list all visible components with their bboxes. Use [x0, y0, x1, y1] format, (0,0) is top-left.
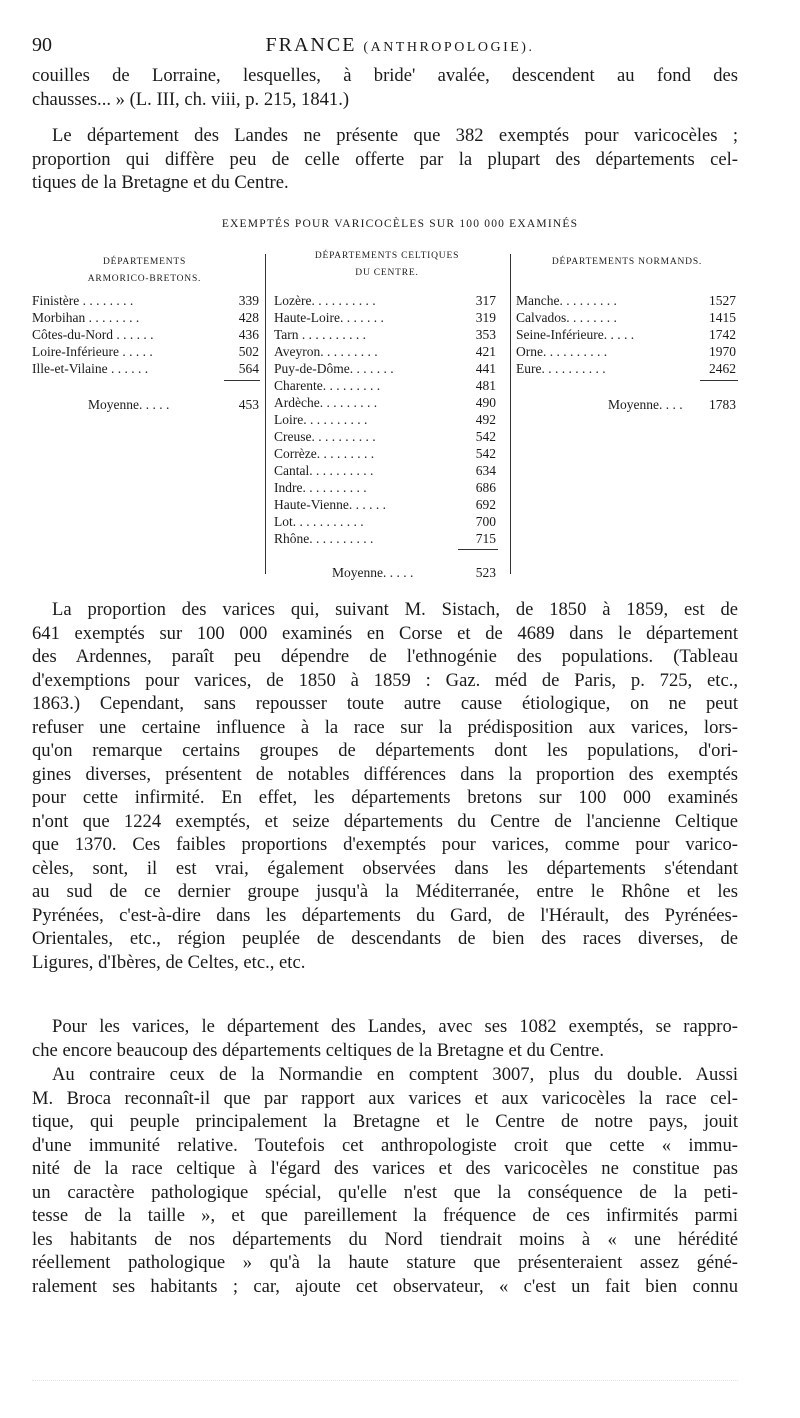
table-row — [274, 292, 496, 309]
text-line: Pour les varices, le département des Landes, avec ses 1082 exemptés, se rappro- — [52, 1016, 738, 1037]
department-name: Haute-Loire. . . . . . . — [274, 310, 384, 325]
table-row — [516, 309, 736, 326]
department-name: Ardèche. . . . . . . . . — [274, 395, 378, 410]
column-heading-line: DÉPARTEMENTS CELTIQUES — [314, 251, 460, 261]
department-name: Loire. . . . . . . . . . — [274, 412, 368, 427]
text-line: nité de la race celtique à l'égard des varices et des varicocèles ne constitue pas — [32, 1158, 738, 1179]
text-line: couilles de Lorraine, lesquelles, à bride' avalée, descendent au fond des — [32, 65, 738, 86]
department-value: 492 — [475, 412, 496, 427]
table-row — [274, 326, 496, 343]
table-row — [274, 343, 496, 360]
department-name: Lozère. . . . . . . . . . — [274, 293, 376, 308]
table-row — [274, 394, 496, 411]
table-row — [516, 343, 736, 360]
text-line: gines diverses, présentent de notables différences dans la proportion des exemptés — [32, 763, 738, 785]
table-row — [274, 377, 496, 394]
text-line: che encore beaucoup des départements celtiques de la Bretagne et du Centre. — [32, 1039, 605, 1061]
department-value: 1970 — [709, 344, 736, 359]
running-title-main: FRANCE — [265, 34, 357, 56]
text-line: tesse de la taille », et que pareillement la fréquence de ces infirmités parmi — [32, 1205, 738, 1226]
department-name: Haute-Vienne. . . . . . — [274, 497, 387, 512]
text-line: proportion qui diffère peu de celle offerte par la plupart des départements cel- — [32, 148, 738, 170]
scan-artifact-divider — [32, 1380, 738, 1385]
department-name: Charente. . . . . . . . . — [274, 378, 381, 393]
department-name: Indre. . . . . . . . . . — [274, 480, 367, 495]
table-row — [274, 479, 496, 496]
paragraph-quote-end — [32, 64, 738, 111]
column-divider — [510, 254, 511, 574]
department-value: 715 — [475, 531, 496, 546]
average-value: 523 — [475, 565, 496, 580]
text-line: 1863.) Cependant, sans repousser toute autre cause étiologique, on ne peut — [32, 693, 738, 714]
table-caption: EXEMPTÉS POUR VARICOCÈLES SUR 100 000 EXAMINÉS — [221, 218, 579, 230]
department-value: 1415 — [709, 310, 736, 325]
department-name: Finistère . . . . . . . . — [32, 293, 134, 308]
text-line: tiques de la Bretagne et du Centre. — [32, 172, 289, 193]
department-name: Tarn . . . . . . . . . . — [274, 327, 367, 342]
department-value: 700 — [475, 514, 496, 529]
text-line: Ligures, d'Ibères, de Celtes, etc., etc. — [32, 951, 306, 973]
text-line: d'exemptions pour varices, de 1850 à 1859 : Gaz. méd de Paris, p. 725, etc., — [32, 669, 738, 691]
table-row — [32, 343, 259, 360]
table-row — [274, 530, 496, 547]
text-line: un caractère pathologique spécial, qu'elle n'est que la conséquence de la peti- — [32, 1181, 738, 1203]
text-line: tique, qui peuple principalement la Bretagne et le Centre de notre pays, jouit — [32, 1111, 738, 1132]
text-line: qu'on remarque certains groupes de départements dont les populations, d'ori- — [32, 740, 738, 761]
average-label: Moyenne. . . . . — [332, 565, 414, 580]
table-row — [274, 428, 496, 445]
page-number: 90 — [32, 34, 52, 56]
average-value: 453 — [238, 397, 259, 412]
text-line: Pyrénées, c'est-à-dire dans les départements du Gard, de l'Hérault, des Pyrénées- — [32, 904, 738, 926]
department-name: Puy-de-Dôme. . . . . . . — [274, 361, 394, 376]
department-name: Côtes-du-Nord . . . . . . — [32, 327, 154, 342]
table-row — [274, 462, 496, 479]
text-line: Orientales, etc., région peuplée de descendants de bien des races diverses, de — [32, 928, 738, 949]
sum-rule — [700, 380, 738, 381]
department-value: 502 — [238, 344, 259, 359]
department-name: Eure. . . . . . . . . . — [516, 361, 606, 376]
column-heading-bretons — [32, 254, 257, 288]
text-line: au sud de ce dernier groupe jusqu'à la Méditerranée, entre le Rhône et les — [32, 881, 738, 902]
text-line: chausses... » (L. III, ch. viii, p. 215, 1841.) — [32, 88, 350, 110]
running-title-sub: (ANTHROPOLOGIE). — [363, 40, 535, 55]
varicocele-table — [32, 246, 738, 582]
department-value: 634 — [475, 463, 496, 478]
paragraph-normandie-broca — [32, 1063, 738, 1298]
department-name: Calvados. . . . . . . . — [516, 310, 617, 325]
text-line: réellement pathologique » qu'à la haute stature que présenteraient assez géné- — [32, 1252, 738, 1273]
department-value: 542 — [475, 429, 496, 444]
text-line: refuser une certaine influence à la race sur la prédisposition aux varices, lors- — [32, 716, 738, 738]
department-name: Seine-Inférieure. . . . . — [516, 327, 635, 342]
table-row — [274, 360, 496, 377]
average-row — [32, 396, 259, 413]
department-value: 1742 — [709, 327, 736, 342]
sum-rule — [458, 549, 498, 550]
table-row — [274, 496, 496, 513]
department-value: 2462 — [709, 361, 736, 376]
department-value: 490 — [475, 395, 496, 410]
running-title — [32, 34, 768, 57]
department-value: 542 — [475, 446, 496, 461]
department-value: 1527 — [709, 293, 736, 308]
department-name: Morbihan . . . . . . . . — [32, 310, 140, 325]
column-heading-normands — [516, 254, 738, 271]
department-value: 428 — [238, 310, 259, 325]
department-value: 686 — [475, 480, 496, 495]
department-value: 441 — [475, 361, 496, 376]
paragraph-landes-varicoceles — [32, 124, 738, 195]
running-header — [32, 34, 768, 62]
table-row — [516, 292, 736, 309]
text-line: que 1370. Ces faibles proportions d'exemptés pour varices, comme pour varico- — [32, 834, 738, 855]
average-label: Moyenne. . . . — [608, 397, 683, 412]
table-row — [32, 326, 259, 343]
average-row — [516, 396, 736, 413]
table-row — [274, 445, 496, 462]
table-row — [516, 360, 736, 377]
text-line: La proportion des varices qui, suivant M. Sistach, de 1850 à 1859, est de — [52, 599, 738, 620]
text-line: d'une immunité relative. Toutefois cet anthropologiste croit que cette « immu- — [32, 1134, 738, 1156]
department-name: Creuse. . . . . . . . . . — [274, 429, 376, 444]
department-name: Orne. . . . . . . . . . — [516, 344, 608, 359]
department-name: Aveyron. . . . . . . . . — [274, 344, 378, 359]
column-heading-centre — [270, 248, 504, 282]
department-value: 317 — [475, 293, 496, 308]
column-divider — [265, 254, 266, 574]
paragraph-varices-ethnogenie — [32, 598, 738, 974]
department-value: 436 — [238, 327, 259, 342]
department-name: Lot. . . . . . . . . . . — [274, 514, 364, 529]
department-value: 421 — [475, 344, 496, 359]
department-value: 353 — [475, 327, 496, 342]
column-heading-line: DU CENTRE. — [355, 268, 419, 278]
department-name: Cantal. . . . . . . . . . — [274, 463, 374, 478]
text-line: M. Broca reconnaît-il que par rapport aux varices et aux varicocèles la race cel- — [32, 1087, 738, 1109]
department-value: 692 — [475, 497, 496, 512]
text-line: 641 exemptés sur 100 000 examinés en Corse et de 4689 dans le département — [32, 622, 738, 644]
department-value: 564 — [238, 361, 259, 376]
table-row — [516, 326, 736, 343]
average-row — [274, 564, 496, 581]
paragraph-landes-varices — [32, 1015, 738, 1062]
text-line: ralement ses habitants ; car, ajoute cet observateur, « c'est un fait bien connu — [32, 1275, 738, 1297]
column-heading-line: ARMORICO-BRETONS. — [87, 274, 202, 284]
table-row — [274, 411, 496, 428]
table-row — [32, 292, 259, 309]
table-row — [274, 513, 496, 530]
sum-rule — [224, 380, 260, 381]
department-value: 339 — [238, 293, 259, 308]
text-line: Au contraire ceux de la Normandie en comptent 3007, plus du double. Aussi — [52, 1064, 738, 1085]
table-row — [32, 309, 259, 326]
text-line: Le département des Landes ne présente que 382 exemptés pour varicocèles ; — [52, 125, 738, 146]
text-line: cèles, sont, il est vrai, également observées dans les départements s'étendant — [32, 857, 738, 879]
department-name: Loire-Inférieure . . . . . — [32, 344, 153, 359]
text-line: pour cette infirmité. En effet, les départements bretons sur 100 000 examinés — [32, 787, 738, 808]
column-heading-line: DÉPARTEMENTS NORMANDS. — [551, 257, 703, 267]
table-row — [32, 360, 259, 377]
department-name: Manche. . . . . . . . . — [516, 293, 617, 308]
text-line: les habitants de nos départements du Nord tiendrait moins à « une hérédité — [32, 1228, 738, 1250]
table-row — [274, 309, 496, 326]
column-heading-line: DÉPARTEMENTS — [102, 257, 187, 267]
department-value: 481 — [475, 378, 496, 393]
average-value: 1783 — [709, 397, 736, 412]
department-name: Ille-et-Vilaine . . . . . . — [32, 361, 149, 376]
department-name: Rhône. . . . . . . . . . — [274, 531, 374, 546]
department-name: Corrèze. . . . . . . . . — [274, 446, 375, 461]
average-label: Moyenne. . . . . — [88, 397, 170, 412]
text-line: des Ardennes, paraît peu dépendre de l'ethnogénie des populations. (Tableau — [32, 646, 738, 667]
department-value: 319 — [475, 310, 496, 325]
text-line: n'ont que 1224 exemptés, et seize départements du Centre de l'ancienne Celtique — [32, 810, 738, 832]
